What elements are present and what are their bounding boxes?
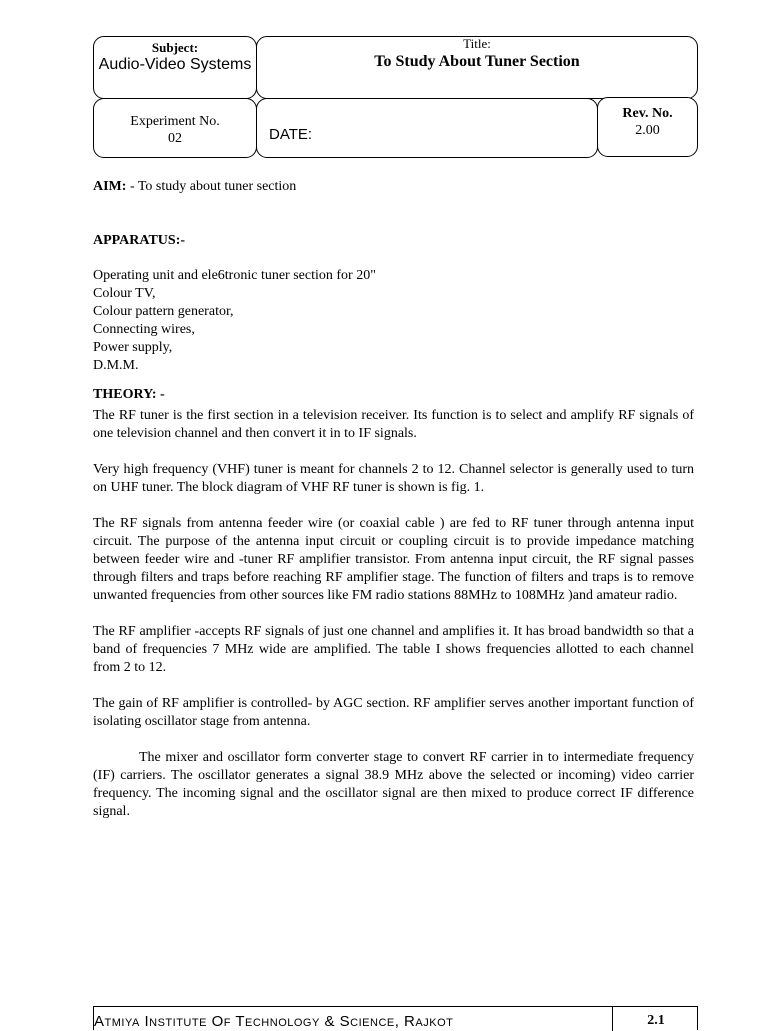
theory-paragraph: The RF amplifier -accepts RF signals of just one channel and amplifies it. It has broad bandwidth so that a band of frequencies 7 MHz wide are amplified. The table I shows frequencies allotted to each channel from 2 to 12.: [93, 624, 694, 675]
apparatus-heading: APPARATUS:-: [93, 233, 186, 248]
page-number: 2.1: [647, 1013, 665, 1028]
aim-label: AIM:: [93, 179, 127, 194]
revision-number: 2.00: [635, 123, 660, 138]
theory-paragraph: The RF tuner is the first section in a television receiver. Its function is to select and amplify RF signals of one television channel and then convert it in to IF signals.: [93, 408, 694, 441]
apparatus-item: Power supply,: [93, 340, 173, 355]
subject-label: Subject:: [151, 40, 199, 55]
aim-text: - To study about tuner section: [126, 179, 297, 194]
institute-name: Atmiya Institute Of Technology & Science, Rajkot: [94, 1013, 454, 1030]
experiment-label: Experiment No.: [130, 114, 220, 129]
experiment-number: 02: [168, 131, 182, 146]
experiment-cell: [93, 98, 257, 158]
date-cell: [256, 98, 598, 158]
aim-line: [93, 178, 694, 196]
subject-cell: [93, 36, 257, 99]
page-footer: [93, 1006, 698, 1030]
subject-value: Audio-Video Systems: [98, 56, 252, 73]
title-cell: [256, 36, 698, 99]
apparatus-item: Colour TV,: [93, 286, 156, 301]
theory-paragraph: Very high frequency (VHF) tuner is meant for channels 2 to 12. Channel selector is generally used to turn on UHF tuner. The block diagram of VHF RF tuner is shown is fig. 1.: [93, 462, 694, 495]
revision-cell: [597, 97, 698, 157]
theory-heading: THEORY: -: [93, 387, 165, 402]
apparatus-item: D.M.M.: [93, 358, 139, 373]
apparatus-item: Connecting wires,: [93, 322, 195, 337]
theory-paragraph: The RF signals from antenna feeder wire (or coaxial cable ) are fed to RF tuner through antenna input circuit. The purpose of the antenna input circuit or coupling circuit is to provide impedance matching between feeder wire and -tuner RF amplifier transistor. From antenna input circuit, the RF signal passes through filters and traps before reaching RF amplifier stage. The function of filters and traps is to remove unwanted frequencies from other sources like FM radio stations 88MHz to 108MHz )and amateur radio.: [93, 516, 694, 603]
date-label: DATE:: [269, 126, 313, 143]
apparatus-item: Colour pattern generator,: [93, 304, 234, 319]
revision-label: Rev. No.: [622, 106, 673, 121]
theory-paragraph: The mixer and oscillator form converter stage to convert RF carrier in to intermediate frequency (IF) carriers. The oscillator generates a signal 38.9 MHz above the selected or incoming) video carrier frequency. The incoming signal and the oscillator signal are then mixed to produce correct IF difference signal.: [93, 750, 694, 819]
document-title: To Study About Tuner Section: [374, 53, 580, 70]
title-label: Title:: [463, 36, 491, 51]
theory-paragraph: The gain of RF amplifier is controlled- by AGC section. RF amplifier serves another important function of isolating oscillator stage from antenna.: [93, 696, 694, 729]
apparatus-item: Operating unit and ele6tronic tuner section for 20": [93, 268, 376, 283]
document-body: [93, 178, 694, 839]
